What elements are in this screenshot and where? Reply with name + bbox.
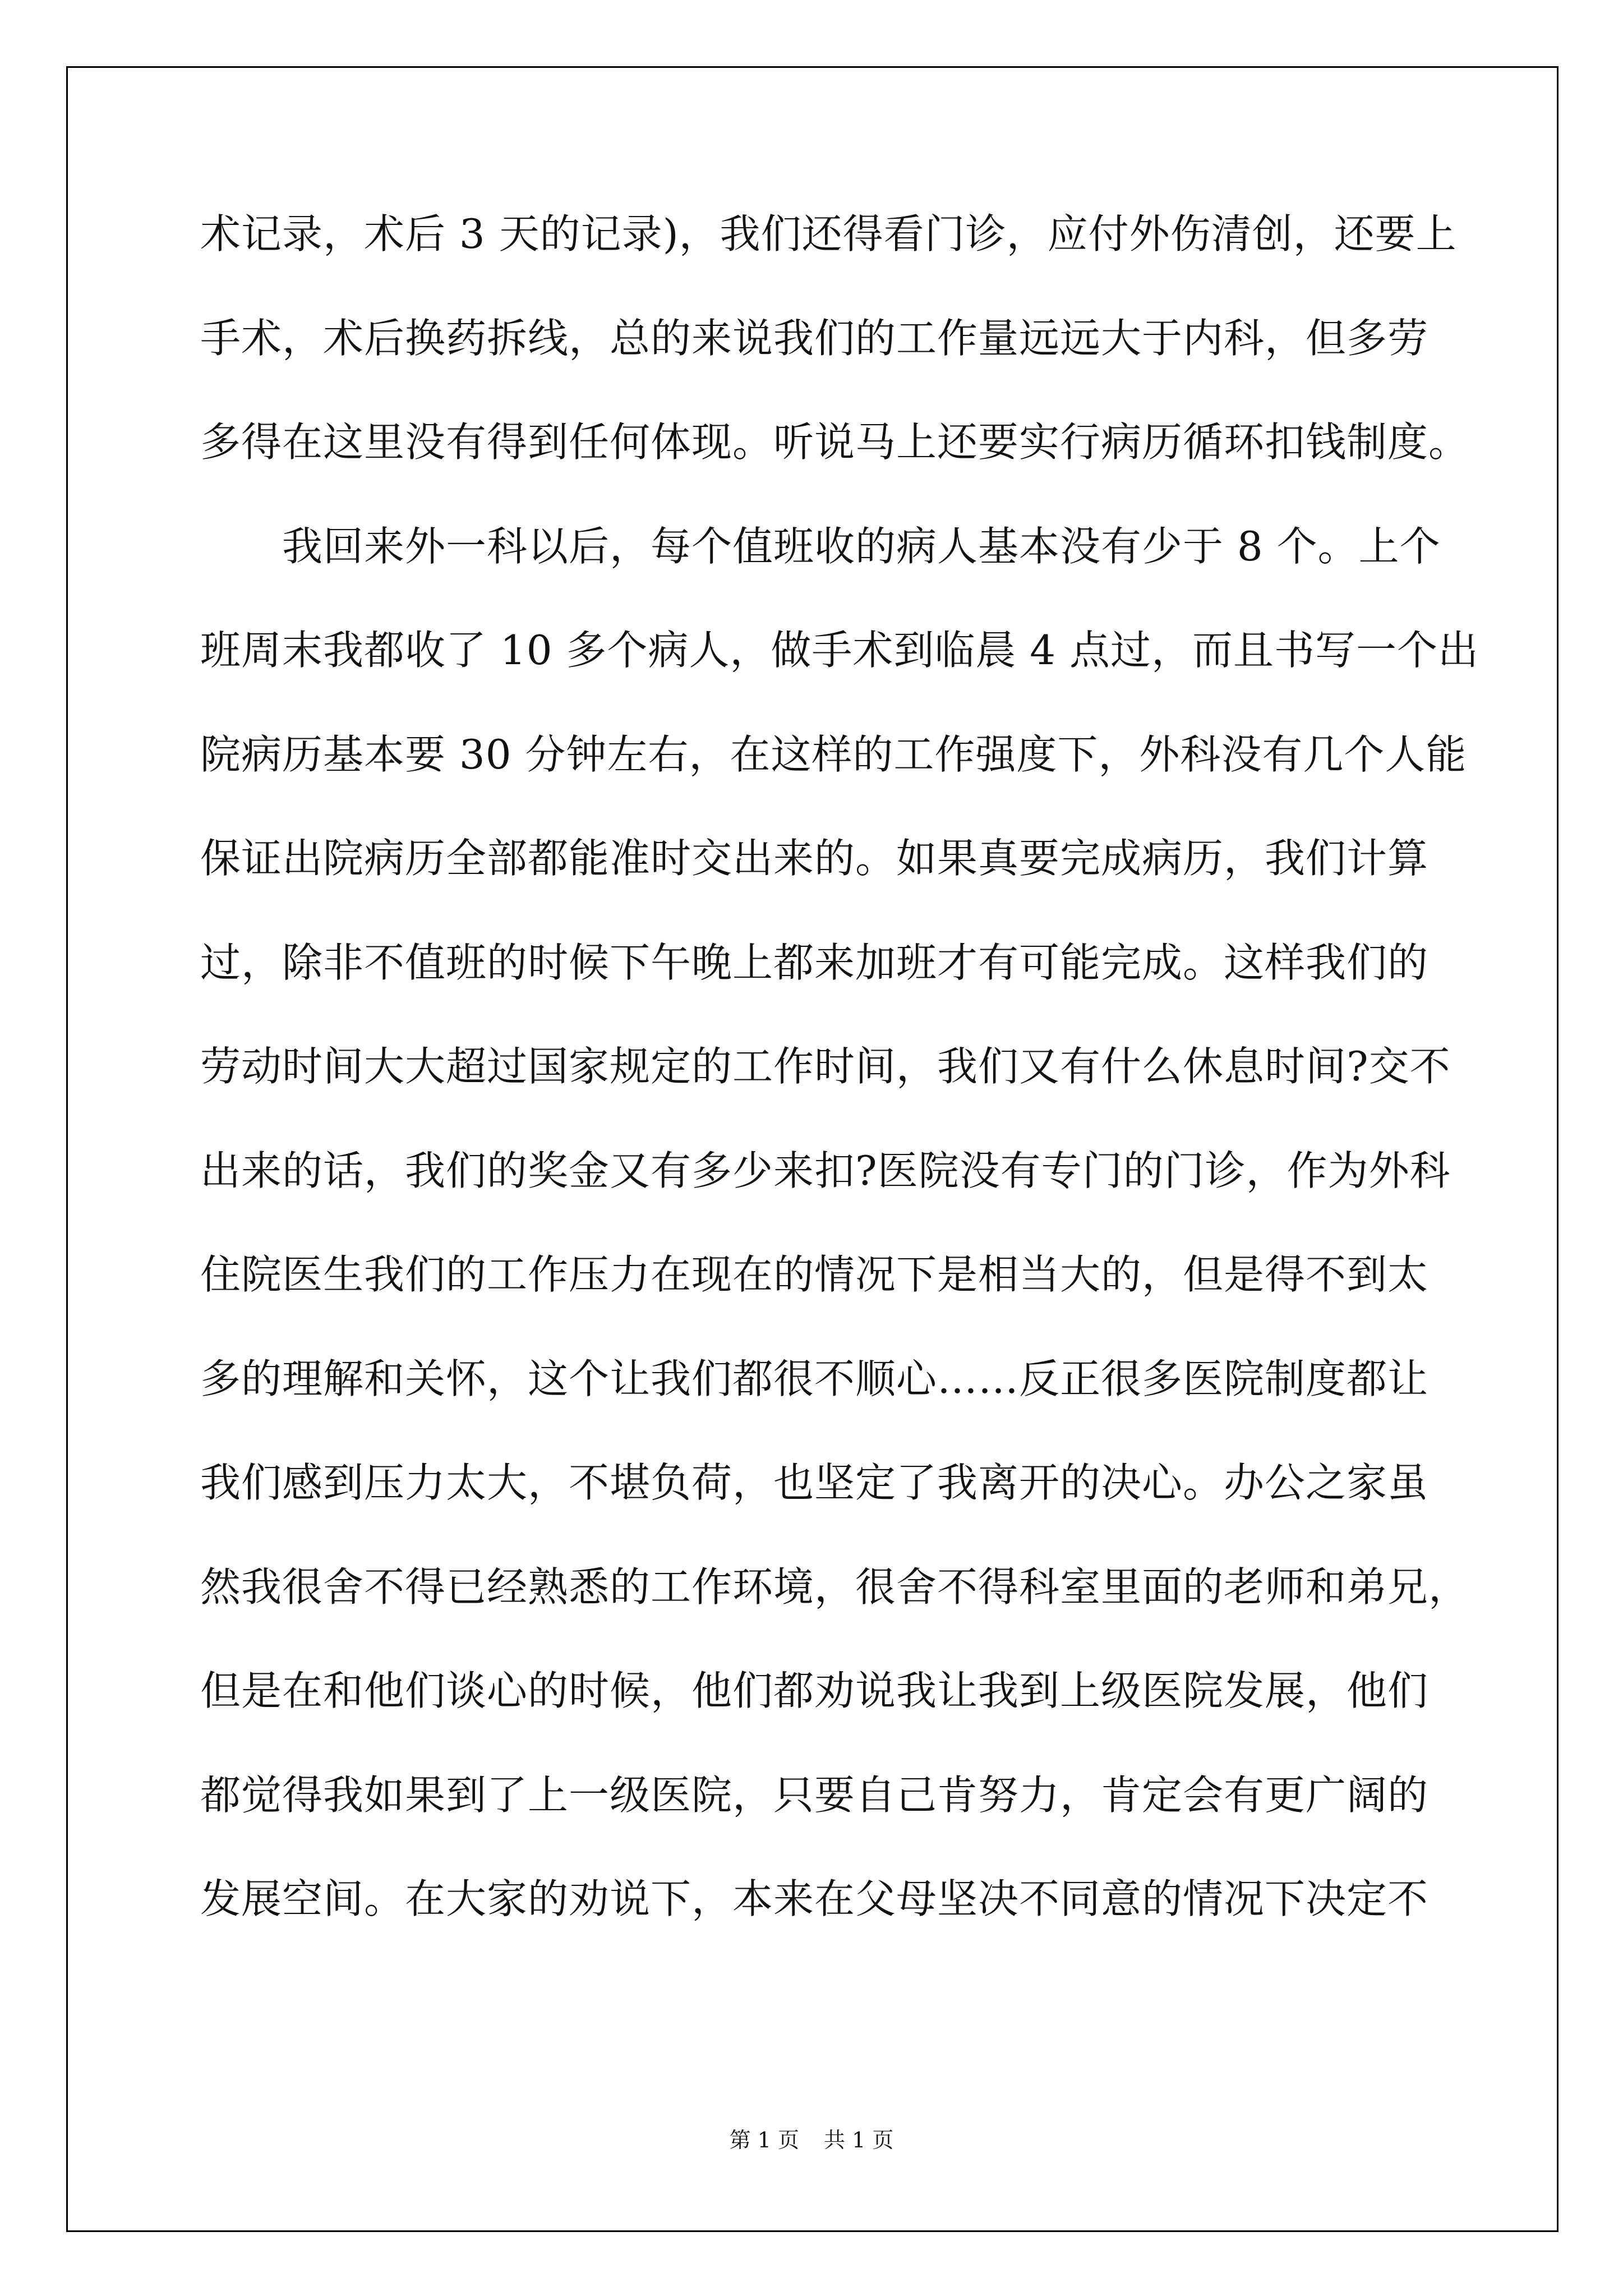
text-line: 手术，术后换药拆线，总的来说我们的工作量远远大于内科，但多劳 [200, 314, 1429, 362]
text-line: 然我很舍不得已经熟悉的工作环境，很舍不得科室里面的老师和弟兄， [200, 1563, 1470, 1611]
text-line: 班周末我都收了 10 多个病人，做手术到临晨 4 点过，而且书写一个出 [200, 627, 1479, 674]
page-number-current: 第 1 页 [729, 2128, 799, 2152]
text-line: 术记录，术后 3 天的记录)，我们还得看门诊，应付外伤清创，还要上 [200, 210, 1457, 257]
document-body [200, 209, 1479, 1978]
text-line: 都觉得我如果到了上一级医院，只要自己肯努力，肯定会有更广阔的 [200, 1771, 1429, 1819]
text-line: 多的理解和关怀，这个让我们都很不顺心……反正很多医院制度都让 [200, 1355, 1429, 1402]
text-line: 多得在这里没有得到任何体现。听说马上还要实行病历循环扣钱制度。 [200, 418, 1470, 466]
text-line: 过，除非不值班的时候下午晚上都来加班才有可能完成。这样我们的 [200, 938, 1429, 986]
text-line: 院病历基本要 30 分钟左右，在这样的工作强度下，外科没有几个人能 [200, 730, 1467, 778]
text-line: 发展空间。在大家的劝说下，本来在父母坚决不同意的情况下决定不 [200, 1875, 1429, 1922]
text-line: 保证出院病历全部都能准时交出来的。如果真要完成病历，我们计算 [200, 835, 1429, 882]
text-line: 但是在和他们谈心的时候，他们都劝说我让我到上级医院发展，他们 [200, 1667, 1429, 1714]
page-footer [0, 2123, 1623, 2154]
text-line: 住院医生我们的工作压力在现在的情况下是相当大的，但是得不到太 [200, 1251, 1429, 1298]
text-line: 劳动时间大大超过国家规定的工作时间，我们又有什么休息时间?交不 [200, 1043, 1451, 1090]
text-line: 我们感到压力太大，不堪负荷，也坚定了我离开的决心。办公之家虽 [200, 1459, 1429, 1506]
page-number-total: 共 1 页 [824, 2128, 894, 2152]
text-line: 我回来外一科以后，每个值班收的病人基本没有少于 8 个。上个 [200, 522, 1441, 570]
text-line: 出来的话，我们的奖金又有多少来扣?医院没有专门的门诊，作为外科 [200, 1147, 1451, 1194]
